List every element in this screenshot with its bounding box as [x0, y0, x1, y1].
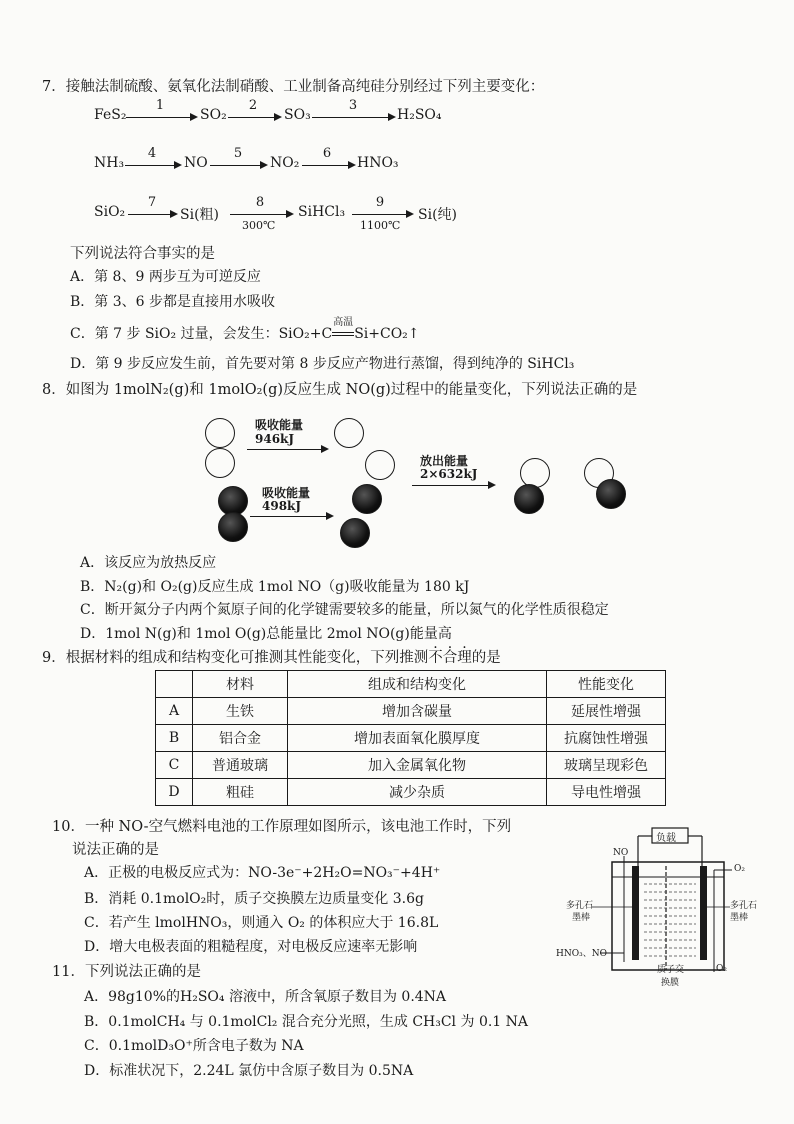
absorb-arrow-2: [250, 516, 332, 517]
table-header-cell: 组成和结构变化: [288, 671, 547, 698]
table-cell: D: [156, 779, 193, 806]
nitrogen-atom-separated-1: [334, 418, 364, 448]
formula-no2: NO₂: [270, 155, 300, 171]
table-cell: 玻璃呈现彩色: [547, 752, 666, 779]
table-cell: 普通玻璃: [193, 752, 288, 779]
q11-option-c: C．0.1molD₃O⁺所含电子数为 NA: [84, 1038, 304, 1054]
table-cell: 导电性增强: [547, 779, 666, 806]
q7-option-a: A．第 8、9 两步互为可逆反应: [70, 269, 261, 285]
nitrogen-atom-2: [205, 448, 235, 478]
right-electrode-label-1: 多孔石: [730, 901, 758, 911]
arrow-6: [302, 165, 354, 166]
q7-prompt: 下列说法符合事实的是: [70, 246, 215, 262]
step-number-7: 7: [147, 195, 157, 210]
q7-stem: 7．接触法制硫酸、氨氧化法制硝酸、工业制备高纯硅分别经过下列主要变化：: [42, 79, 545, 95]
step-number-2: 2: [248, 98, 258, 113]
table-header-row: [156, 671, 666, 698]
q11-stem: 11．下列说法正确的是: [52, 964, 201, 980]
absorb-energy-label-2: 吸收能量: [262, 486, 311, 500]
step-number-9: 9: [375, 195, 385, 210]
emphasis-char-2: 合: [442, 650, 458, 666]
formula-si-pure: Si(纯): [418, 207, 457, 223]
q11-option-b: B．0.1molCH₄ 与 0.1molCl₂ 混合充分光照，生成 CH₃Cl 为 0.1 NA: [84, 1014, 529, 1030]
condition-300c: 300℃: [242, 219, 276, 232]
q10-option-b: B．消耗 0.1molO₂时，质子交换膜左边质量变化 3.6g: [84, 891, 424, 907]
table-cell: 粗硅: [193, 779, 288, 806]
formula-so3: SO₃: [284, 107, 311, 123]
q10-option-a: A．正极的电极反应式为：NO-3e⁻+2H₂O=NO₃⁻+4H⁺: [84, 865, 441, 881]
formula-sio2: SiO₂: [94, 204, 126, 220]
q9-stem-end: 的是: [471, 650, 501, 666]
emphasis-char-3: 理: [457, 650, 472, 666]
table-cell: C: [156, 752, 193, 779]
table-cell: 抗腐蚀性增强: [547, 725, 666, 752]
q7-option-c-products: Si+CO₂↑: [354, 326, 420, 342]
q7-option-c-text: C．第 7 步 SiO₂ 过量，会发生：SiO₂+C: [70, 326, 333, 342]
release-energy-value: 2×632kJ: [420, 467, 478, 481]
table-cell: 加入金属氧化物: [288, 752, 547, 779]
arrow-2: [228, 117, 280, 118]
step-number-6: 6: [322, 146, 332, 161]
o2-outlet-label: O₂: [716, 964, 727, 974]
absorb-energy-value-1: 946kJ: [255, 432, 295, 446]
arrow-1: [126, 117, 196, 118]
q7-option-b: B．第 3、6 步都是直接用水吸收: [70, 294, 276, 310]
left-electrode-label-1: 多孔石: [566, 901, 594, 911]
absorb-energy-label-1: 吸收能量: [255, 418, 304, 432]
arrow-8: [230, 214, 292, 215]
no-molecule-1-oxygen: [514, 484, 544, 514]
table-row: [156, 752, 666, 779]
membrane-label-1: 质子交: [657, 965, 685, 975]
q7-option-d: D．第 9 步反应发生前，首先要对第 8 步反应产物进行蒸馏，得到纯净的 SiHCl₃: [70, 356, 575, 372]
table-cell: A: [156, 698, 193, 725]
arrow-3: [312, 117, 394, 118]
condition-1100c: 1100℃: [360, 219, 401, 232]
q10-stem-line-2: 说法正确的是: [72, 842, 159, 858]
arrow-9: [352, 214, 412, 215]
release-arrow: [412, 485, 494, 486]
high-temp-label: 高温: [333, 317, 354, 328]
q9-stem-text: 9．根据材料的组成和结构变化可推测其性能变化，下列推测: [42, 650, 429, 666]
formula-so2: SO₂: [200, 107, 227, 123]
arrow-7: [128, 214, 176, 215]
left-electrode-label-2: 墨棒: [572, 913, 591, 923]
table-header-cell: 性能变化: [547, 671, 666, 698]
q11-option-a: A．98g10%的H₂SO₄ 溶液中，所含氧原子数目为 0.4NA: [84, 989, 447, 1005]
equals-sign: [332, 332, 354, 336]
step-number-8: 8: [255, 195, 265, 210]
table-cell: B: [156, 725, 193, 752]
no-inlet-label: NO: [613, 848, 629, 858]
right-electrode-label-2: 墨棒: [730, 913, 749, 923]
q9-stem: [42, 646, 501, 667]
nitrogen-atom-separated-2: [365, 450, 395, 480]
arrow-4: [125, 165, 180, 166]
q7-option-c: [70, 317, 420, 343]
step-number-4: 4: [147, 146, 157, 161]
emphasis-char-1: 不: [428, 650, 443, 666]
absorb-energy-value-2: 498kJ: [262, 499, 302, 513]
q8-option-a: A．该反应为放热反应: [80, 555, 217, 571]
q8-stem: 8．如图为 1molN₂(g)和 1molO₂(g)反应生成 NO(g)过程中的能量变化，下列说法正确的是: [42, 382, 638, 398]
formula-no: NO: [184, 155, 208, 171]
release-energy-label: 放出能量: [420, 454, 469, 468]
q8-option-d: D．1mol N(g)和 1mol O(g)总能量比 2mol NO(g)能量高: [80, 626, 452, 642]
hno3-no-outlet-label: HNO₃、NO: [556, 949, 607, 959]
table-header-cell: 材料: [193, 671, 288, 698]
no-molecule-2-oxygen: [596, 479, 626, 509]
materials-table: [155, 670, 666, 806]
arrow-5: [210, 165, 266, 166]
table-row: [156, 698, 666, 725]
q10-option-d: D．增大电极表面的粗糙程度，对电极反应速率无影响: [84, 939, 418, 955]
membrane-label-2: 换膜: [661, 978, 680, 988]
step-number-5: 5: [233, 146, 243, 161]
oxygen-atom-2: [218, 512, 248, 542]
q10-stem-line-1: 10．一种 NO-空气燃料电池的工作原理如图所示，该电池工作时，下列: [52, 819, 512, 835]
o2-inlet-label: O₂: [734, 864, 745, 874]
q8-option-b: B．N₂(g)和 O₂(g)反应生成 1mol NO（g)吸收能量为 180 kJ: [80, 579, 470, 595]
table-header-cell: [156, 671, 193, 698]
table-cell: 生铁: [193, 698, 288, 725]
reaction-condition: [332, 317, 354, 342]
q11-option-d: D．标准状况下，2.24L 氯仿中含原子数目为 0.5NA: [84, 1063, 414, 1079]
table-row: [156, 779, 666, 806]
formula-si-crude: Si(粗): [180, 207, 219, 223]
formula-nh3: NH₃: [94, 155, 125, 171]
table-cell: 铝合金: [193, 725, 288, 752]
table-row: [156, 725, 666, 752]
step-number-3: 3: [348, 98, 358, 113]
oxygen-atom-separated-1: [352, 484, 382, 514]
formula-sihcl3: SiHCl₃: [298, 204, 346, 220]
table-cell: 减少杂质: [288, 779, 547, 806]
step-number-1: 1: [155, 98, 165, 113]
absorb-arrow-1: [247, 449, 327, 450]
table-cell: 增加表面氧化膜厚度: [288, 725, 547, 752]
formula-fes2: FeS₂: [94, 107, 127, 123]
table-cell: 延展性增强: [547, 698, 666, 725]
formula-h2so4: H₂SO₄: [397, 107, 442, 123]
load-label: 负载: [656, 833, 676, 844]
table-cell: 增加含碳量: [288, 698, 547, 725]
oxygen-atom-separated-2: [340, 518, 370, 548]
q8-option-c: C．断开氮分子内两个氮原子间的化学键需要较多的能量，所以氮气的化学性质很稳定: [80, 602, 609, 618]
formula-hno3: HNO₃: [357, 155, 399, 171]
q10-option-c: C．若产生 lmolHNO₃，则通入 O₂ 的体积应大于 16.8L: [84, 915, 439, 931]
nitrogen-atom-1: [205, 418, 235, 448]
